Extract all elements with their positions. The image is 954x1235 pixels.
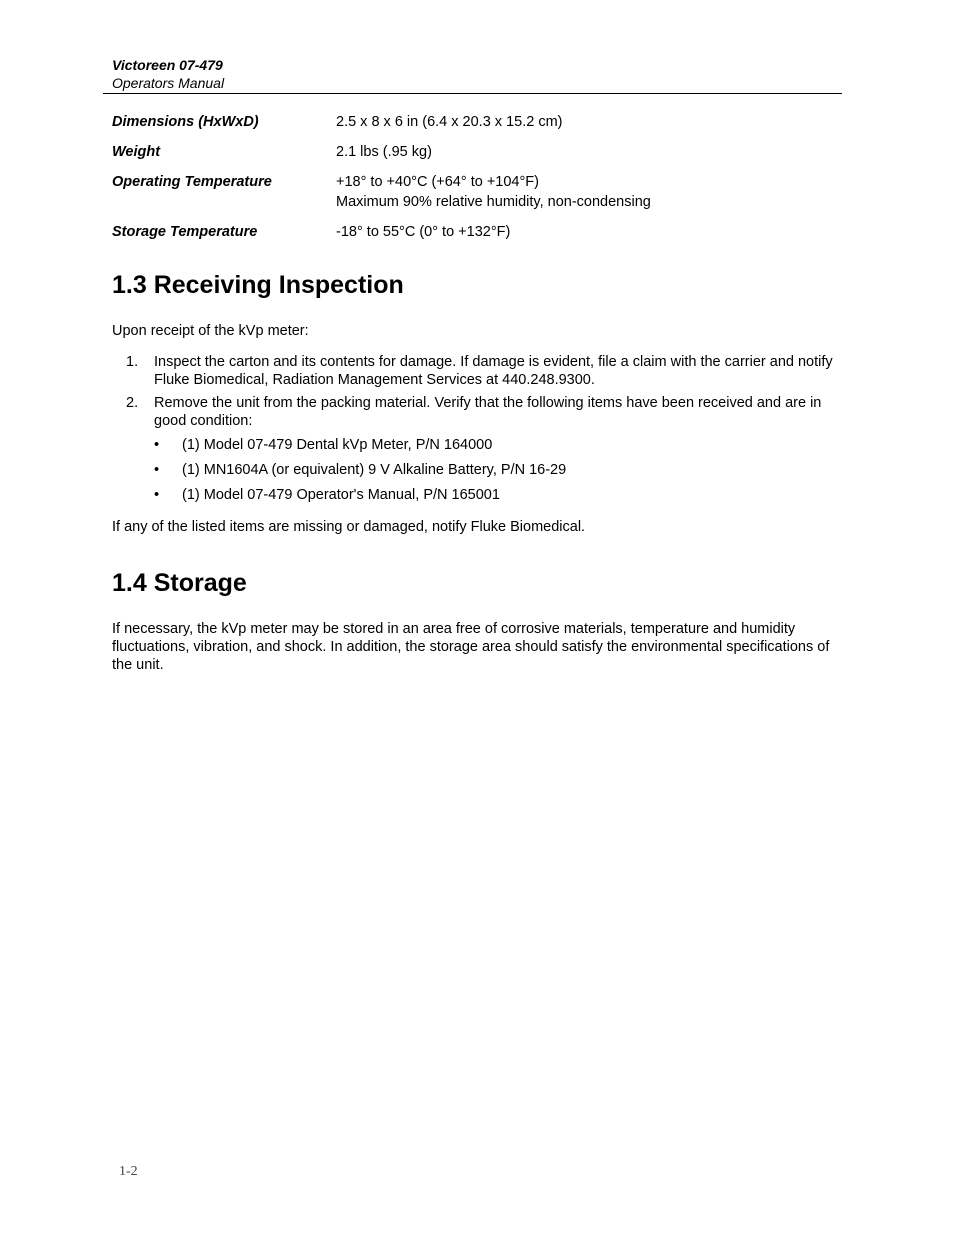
item-text: (1) Model 07-479 Dental kVp Meter, P/N 164000: [182, 437, 493, 453]
spec-row-dimensions: [112, 112, 842, 132]
bullet-icon: •: [154, 437, 160, 453]
spec-value-line: Maximum 90% relative humidity, non-condensing: [336, 194, 651, 210]
item-text: (1) MN1604A (or equivalent) 9 V Alkaline Battery, P/N 16-29: [182, 462, 567, 478]
spec-label: Weight: [112, 144, 161, 160]
step-text: Inspect the carton and its contents for damage. If damage is evident, file a claim with the carrier and notify Fluke Biomedical, Radiation Management Services at 440.248.9300.: [154, 354, 833, 388]
spec-value: [336, 142, 432, 162]
section-heading: 1.3 Receiving Inspection: [112, 271, 404, 299]
list-item: [154, 486, 837, 504]
storage-paragraph: If necessary, the kVp meter may be stored in an area free of corrosive materials, temperature and humidity fluctuations, vibration, and shock. In addition, the storage area should satisfy the environmental specifications of the unit.: [112, 621, 830, 673]
list-item: [154, 461, 837, 479]
spec-value-line: -18° to 55°C (0° to +132°F): [336, 224, 511, 240]
received-items-list: [154, 436, 837, 504]
spec-label: Dimensions (HxWxD): [112, 114, 259, 130]
spec-row-weight: [112, 142, 842, 162]
closing-paragraph: If any of the listed items are missing or damaged, notify Fluke Biomedical.: [112, 519, 586, 535]
spec-value-line: 2.5 x 8 x 6 in (6.4 x 20.3 x 15.2 cm): [336, 114, 563, 130]
list-item: [112, 394, 837, 504]
section-heading: 1.4 Storage: [112, 569, 247, 597]
step-text: Remove the unit from the packing material. Verify that the following items have been received and are in good condition:: [154, 395, 822, 429]
document-title: Victoreen 07-479: [112, 57, 223, 73]
spec-value: [336, 222, 510, 242]
running-header: [103, 56, 842, 94]
step-number: 1.: [126, 354, 139, 370]
spec-label: Storage Temperature: [112, 224, 258, 240]
list-item: [112, 353, 837, 389]
spec-value: [336, 172, 651, 212]
receiving-inspection-section: [112, 270, 837, 536]
list-item: [154, 436, 837, 454]
step-number: 2.: [126, 395, 139, 411]
spec-value-line: +18° to +40°C (+64° to +104°F): [336, 174, 539, 190]
document-subtitle: Operators Manual: [112, 75, 225, 91]
spec-value-line: 2.1 lbs (.95 kg): [336, 144, 432, 160]
intro-paragraph: Upon receipt of the kVp meter:: [112, 323, 309, 339]
spec-value: [336, 112, 562, 132]
item-text: (1) Model 07-479 Operator's Manual, P/N 165001: [182, 487, 500, 503]
inspection-steps: [112, 353, 837, 504]
bullet-icon: •: [154, 487, 160, 503]
bullet-icon: •: [154, 462, 160, 478]
spec-row-storage-temperature: [112, 222, 842, 242]
spec-label: Operating Temperature: [112, 174, 272, 190]
specifications-table: [112, 112, 842, 252]
page-number: 1-2: [119, 1164, 138, 1179]
spec-row-operating-temperature: [112, 172, 842, 212]
storage-section: [112, 568, 837, 674]
